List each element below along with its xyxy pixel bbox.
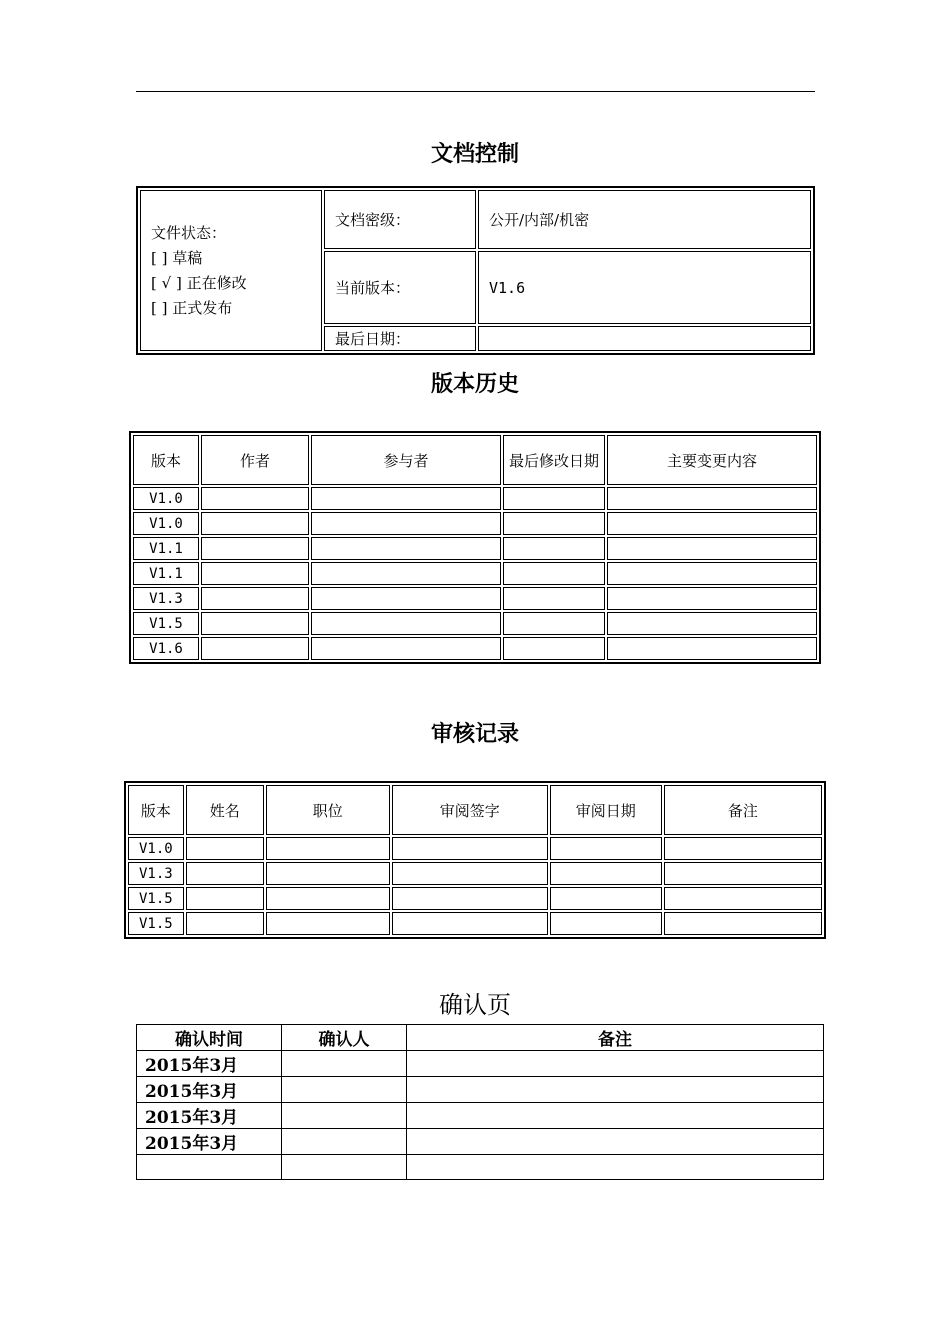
- confirm-header: 备注: [407, 1025, 824, 1051]
- history-header: 版本: [133, 435, 199, 485]
- date-value: [478, 326, 811, 351]
- table-row: 2015年3月: [137, 1129, 824, 1155]
- table-row: 2015年3月: [137, 1103, 824, 1129]
- security-value: 公开/内部/机密: [478, 190, 811, 249]
- review-header: 版本: [128, 785, 184, 835]
- history-header: 最后修改日期: [503, 435, 605, 485]
- review-header: 审阅日期: [550, 785, 662, 835]
- table-row: V1.0: [128, 837, 822, 860]
- review-header: 备注: [664, 785, 822, 835]
- security-label: 文档密级：: [324, 190, 476, 249]
- review-table: [124, 781, 826, 939]
- header-rule: [136, 91, 815, 92]
- confirm-header: 确认时间: [137, 1025, 282, 1051]
- status-cell: [140, 190, 322, 351]
- status-option[interactable]: [ √ ] 正在修改: [151, 273, 247, 292]
- table-row: V1.0: [133, 487, 817, 510]
- table-row: [137, 1155, 824, 1180]
- table-row: V1.5: [128, 887, 822, 910]
- table-row: V1.3: [128, 862, 822, 885]
- status-option[interactable]: [ ] 草稿: [151, 248, 203, 267]
- history-header: 主要变更内容: [607, 435, 817, 485]
- date-label: 最后日期：: [324, 326, 476, 351]
- review-header: 职位: [266, 785, 390, 835]
- confirm-table: [136, 1024, 824, 1180]
- table-row: V1.6: [133, 637, 817, 660]
- table-row: V1.3: [133, 587, 817, 610]
- table-row: 2015年3月: [137, 1077, 824, 1103]
- doc-control-title: 文档控制: [430, 142, 519, 167]
- version-label: 当前版本：: [324, 251, 476, 324]
- version-value: V1.6: [478, 251, 811, 324]
- table-row: V1.0: [133, 512, 817, 535]
- table-row: V1.1: [133, 537, 817, 560]
- review-title: 审核记录: [430, 722, 519, 747]
- doc-control-table: [136, 186, 815, 355]
- table-row: 2015年3月: [137, 1051, 824, 1077]
- table-row: V1.5: [133, 612, 817, 635]
- table-row: V1.1: [133, 562, 817, 585]
- history-header: 参与者: [311, 435, 501, 485]
- table-row: V1.5: [128, 912, 822, 935]
- history-title: 版本历史: [430, 372, 519, 397]
- history-header: 作者: [201, 435, 309, 485]
- history-table: [129, 431, 821, 664]
- review-header: 姓名: [186, 785, 264, 835]
- review-header: 审阅签字: [392, 785, 548, 835]
- status-label: 文件状态：: [151, 223, 227, 242]
- confirm-header: 确认人: [282, 1025, 407, 1051]
- status-option[interactable]: [ ] 正式发布: [151, 298, 233, 317]
- confirm-title: 确认页: [439, 991, 511, 1019]
